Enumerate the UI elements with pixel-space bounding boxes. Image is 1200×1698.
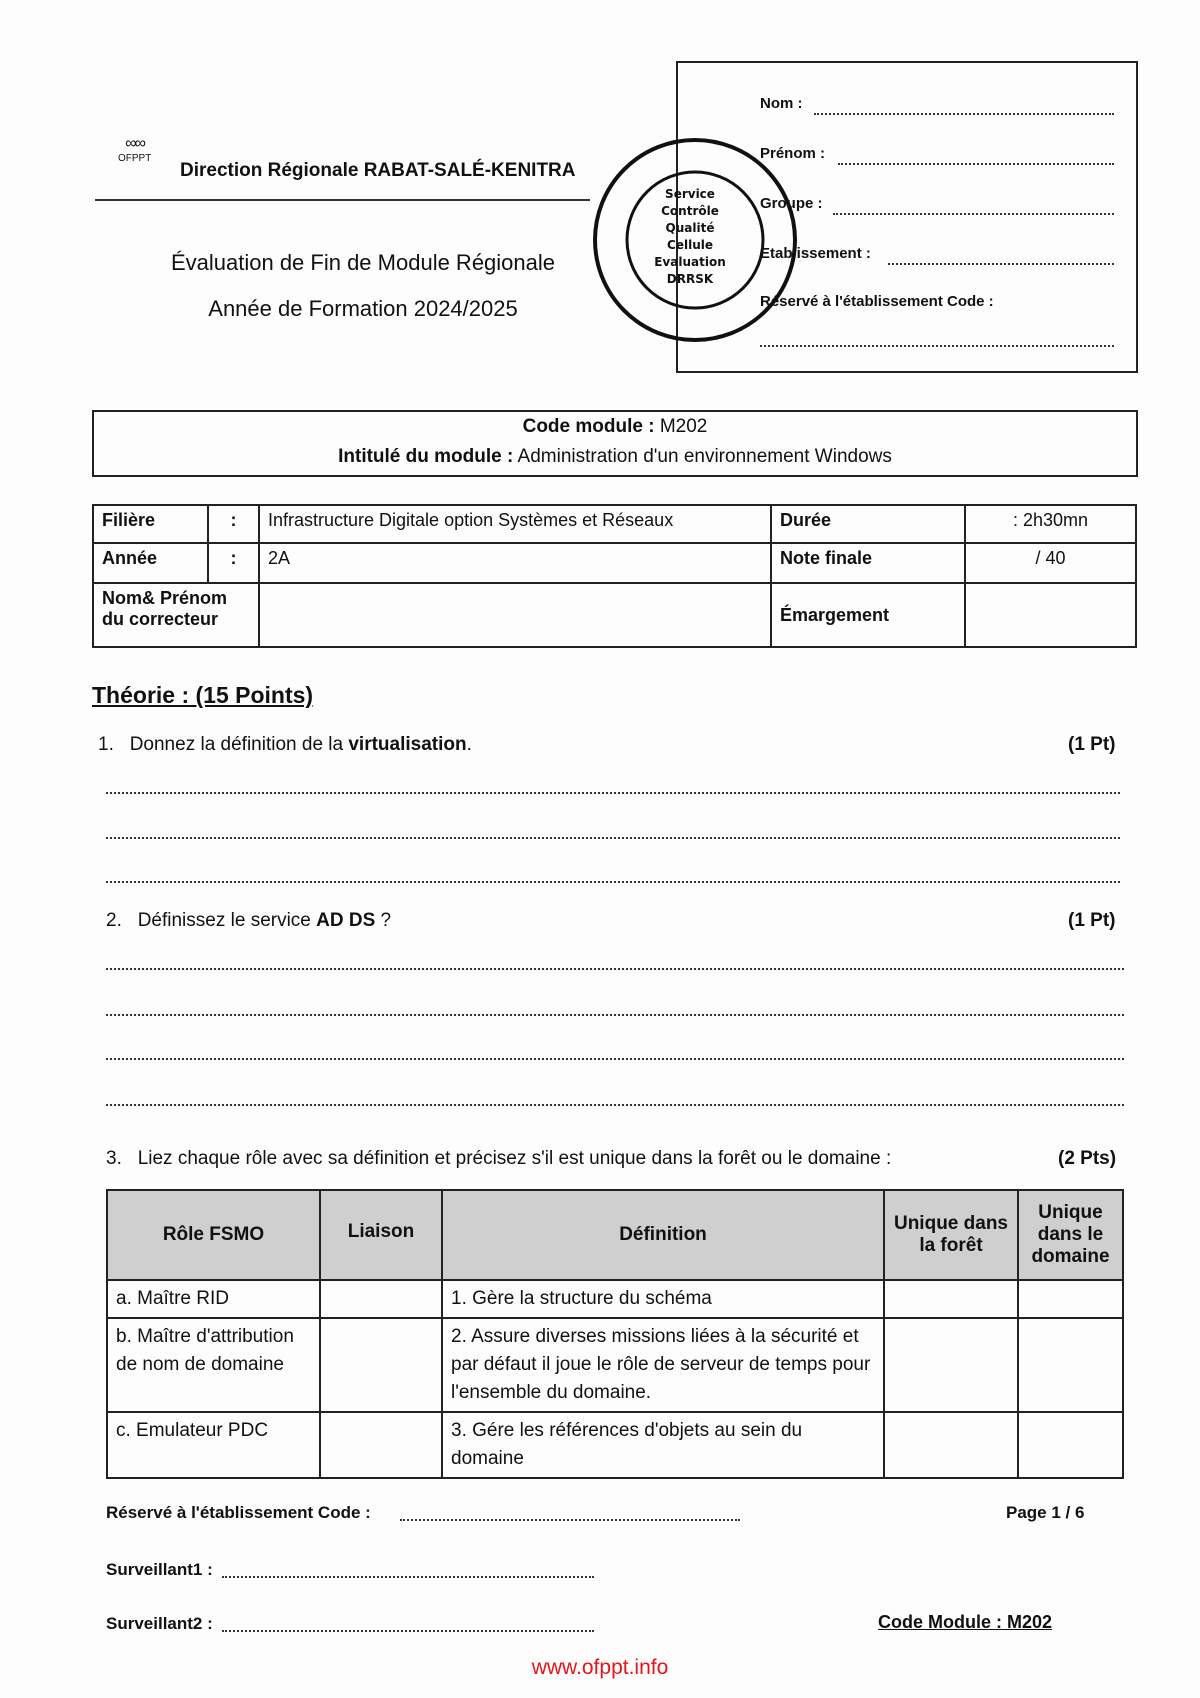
year-title: Année de Formation 2024/2025: [208, 296, 518, 321]
definition-cell: 1. Gère la structure du schéma: [442, 1280, 884, 1318]
code-module-label: Code module :: [522, 416, 655, 437]
filiere-value: Infrastructure Digitale option Systèmes et Réseaux: [259, 505, 771, 543]
etablissement-label: Etablissement :: [760, 245, 871, 262]
correcteur-label: Nom& Prénom du correcteur: [93, 583, 259, 647]
stamp-line: Evaluation: [654, 255, 726, 269]
question-3: 3. Liez chaque rôle avec sa définition et précisez s'il est unique dans la forêt ou le domaine :: [106, 1148, 892, 1169]
answer-line[interactable]: [106, 1058, 1124, 1060]
answer-line[interactable]: [106, 837, 1120, 839]
groupe-field[interactable]: [833, 213, 1114, 215]
theory-title: Théorie : (15 Points): [92, 682, 314, 708]
filiere-label: Filière: [93, 505, 208, 543]
reserve-field[interactable]: [760, 345, 1114, 347]
annee-label: Année: [93, 543, 208, 583]
stamp-line: Service: [665, 187, 715, 201]
answer-line[interactable]: [106, 881, 1120, 883]
code-module-value: M202: [659, 416, 708, 437]
header-role: Rôle FSMO: [107, 1190, 320, 1280]
correcteur-field[interactable]: [259, 583, 771, 647]
header-unique-domaine: Unique dans le domaine: [1018, 1190, 1123, 1280]
note-label: Note finale: [771, 543, 965, 583]
surveillant2-field[interactable]: [222, 1630, 594, 1632]
unique-foret-cell[interactable]: [884, 1318, 1018, 1412]
official-stamp: [590, 135, 800, 345]
question-1: 1. Donnez la définition de la virtualisation.: [98, 734, 472, 755]
ofppt-logo: ∞∞ OFPPT: [118, 135, 152, 164]
emargement-label: Émargement: [771, 583, 965, 647]
answer-line[interactable]: [106, 1014, 1124, 1016]
header-unique-foret: Unique dans la forêt: [884, 1190, 1018, 1280]
stamp-line: Contrôle: [661, 204, 719, 218]
prenom-field[interactable]: [838, 163, 1114, 165]
answer-line[interactable]: [106, 968, 1124, 970]
q1-points: (1 Pt): [1068, 734, 1116, 755]
module-title-value: Administration d'un environnement Windows: [517, 446, 892, 467]
definition-cell: 3. Gére les références d'objets au sein du domaine: [442, 1412, 884, 1478]
unique-domaine-cell[interactable]: [1018, 1280, 1123, 1318]
question-2: 2. Définissez le service AD DS ?: [106, 910, 392, 931]
colon: :: [208, 505, 259, 543]
module-box: [92, 410, 1138, 477]
header-liaison: Liaison: [320, 1190, 442, 1280]
footer-code-module: Code Module : M202: [878, 1612, 1053, 1632]
watermark-link[interactable]: www.ofppt.info: [531, 1656, 669, 1679]
table-row: [107, 1412, 1123, 1478]
answer-line[interactable]: [106, 1104, 1124, 1106]
q2-points: (1 Pt): [1068, 910, 1116, 931]
reserve-label: Réservé à l'établissement Code :: [760, 293, 994, 310]
footer-reserve-field[interactable]: [400, 1519, 740, 1521]
stamp-line: DRRSK: [666, 272, 714, 286]
page-number: Page 1 / 6: [1006, 1503, 1085, 1522]
note-value: / 40: [965, 543, 1136, 583]
unique-domaine-cell[interactable]: [1018, 1412, 1123, 1478]
liaison-cell[interactable]: [320, 1412, 442, 1478]
answer-line[interactable]: [106, 792, 1120, 794]
nom-field[interactable]: [814, 113, 1114, 115]
role-cell: c. Emulateur PDC: [107, 1412, 320, 1478]
role-cell: b. Maître d'attribution de nom de domaine: [107, 1318, 320, 1412]
unique-foret-cell[interactable]: [884, 1412, 1018, 1478]
header-divider: [95, 199, 590, 201]
emargement-field[interactable]: [965, 583, 1136, 647]
duree-label: Durée: [771, 505, 965, 543]
surveillant1-field[interactable]: [222, 1576, 594, 1578]
annee-value: 2A: [259, 543, 771, 583]
duree-value: : 2h30mn: [965, 505, 1136, 543]
colon: :: [208, 543, 259, 583]
definition-cell: 2. Assure diverses missions liées à la sécurité et par défaut il joue le rôle de serveur de temps pour l'ensemble du domaine.: [442, 1318, 884, 1412]
module-title-label: Intitulé du module :: [338, 446, 514, 467]
nom-label: Nom :: [760, 95, 803, 112]
etablissement-field[interactable]: [888, 263, 1114, 265]
q3-points: (2 Pts): [1058, 1148, 1117, 1169]
surveillant1-label: Surveillant1 :: [106, 1560, 213, 1579]
table-row: [107, 1318, 1123, 1412]
role-cell: a. Maître RID: [107, 1280, 320, 1318]
fsmo-table: [106, 1189, 1124, 1479]
info-table: [92, 504, 1137, 648]
unique-foret-cell[interactable]: [884, 1280, 1018, 1318]
table-row: [107, 1280, 1123, 1318]
header-definition: Définition: [442, 1190, 884, 1280]
liaison-cell[interactable]: [320, 1280, 442, 1318]
unique-domaine-cell[interactable]: [1018, 1318, 1123, 1412]
prenom-label: Prénom :: [760, 145, 826, 162]
exam-title: Évaluation de Fin de Module Régionale: [170, 250, 556, 275]
stamp-line: Cellule: [667, 238, 713, 252]
surveillant2-label: Surveillant2 :: [106, 1614, 213, 1633]
stamp-line: Qualité: [665, 221, 715, 235]
liaison-cell[interactable]: [320, 1318, 442, 1412]
groupe-label: Groupe :: [760, 195, 823, 212]
direction-title: Direction Régionale RABAT-SALÉ-KENITRA: [180, 160, 576, 181]
footer-reserve-label: Réservé à l'établissement Code :: [106, 1503, 371, 1522]
